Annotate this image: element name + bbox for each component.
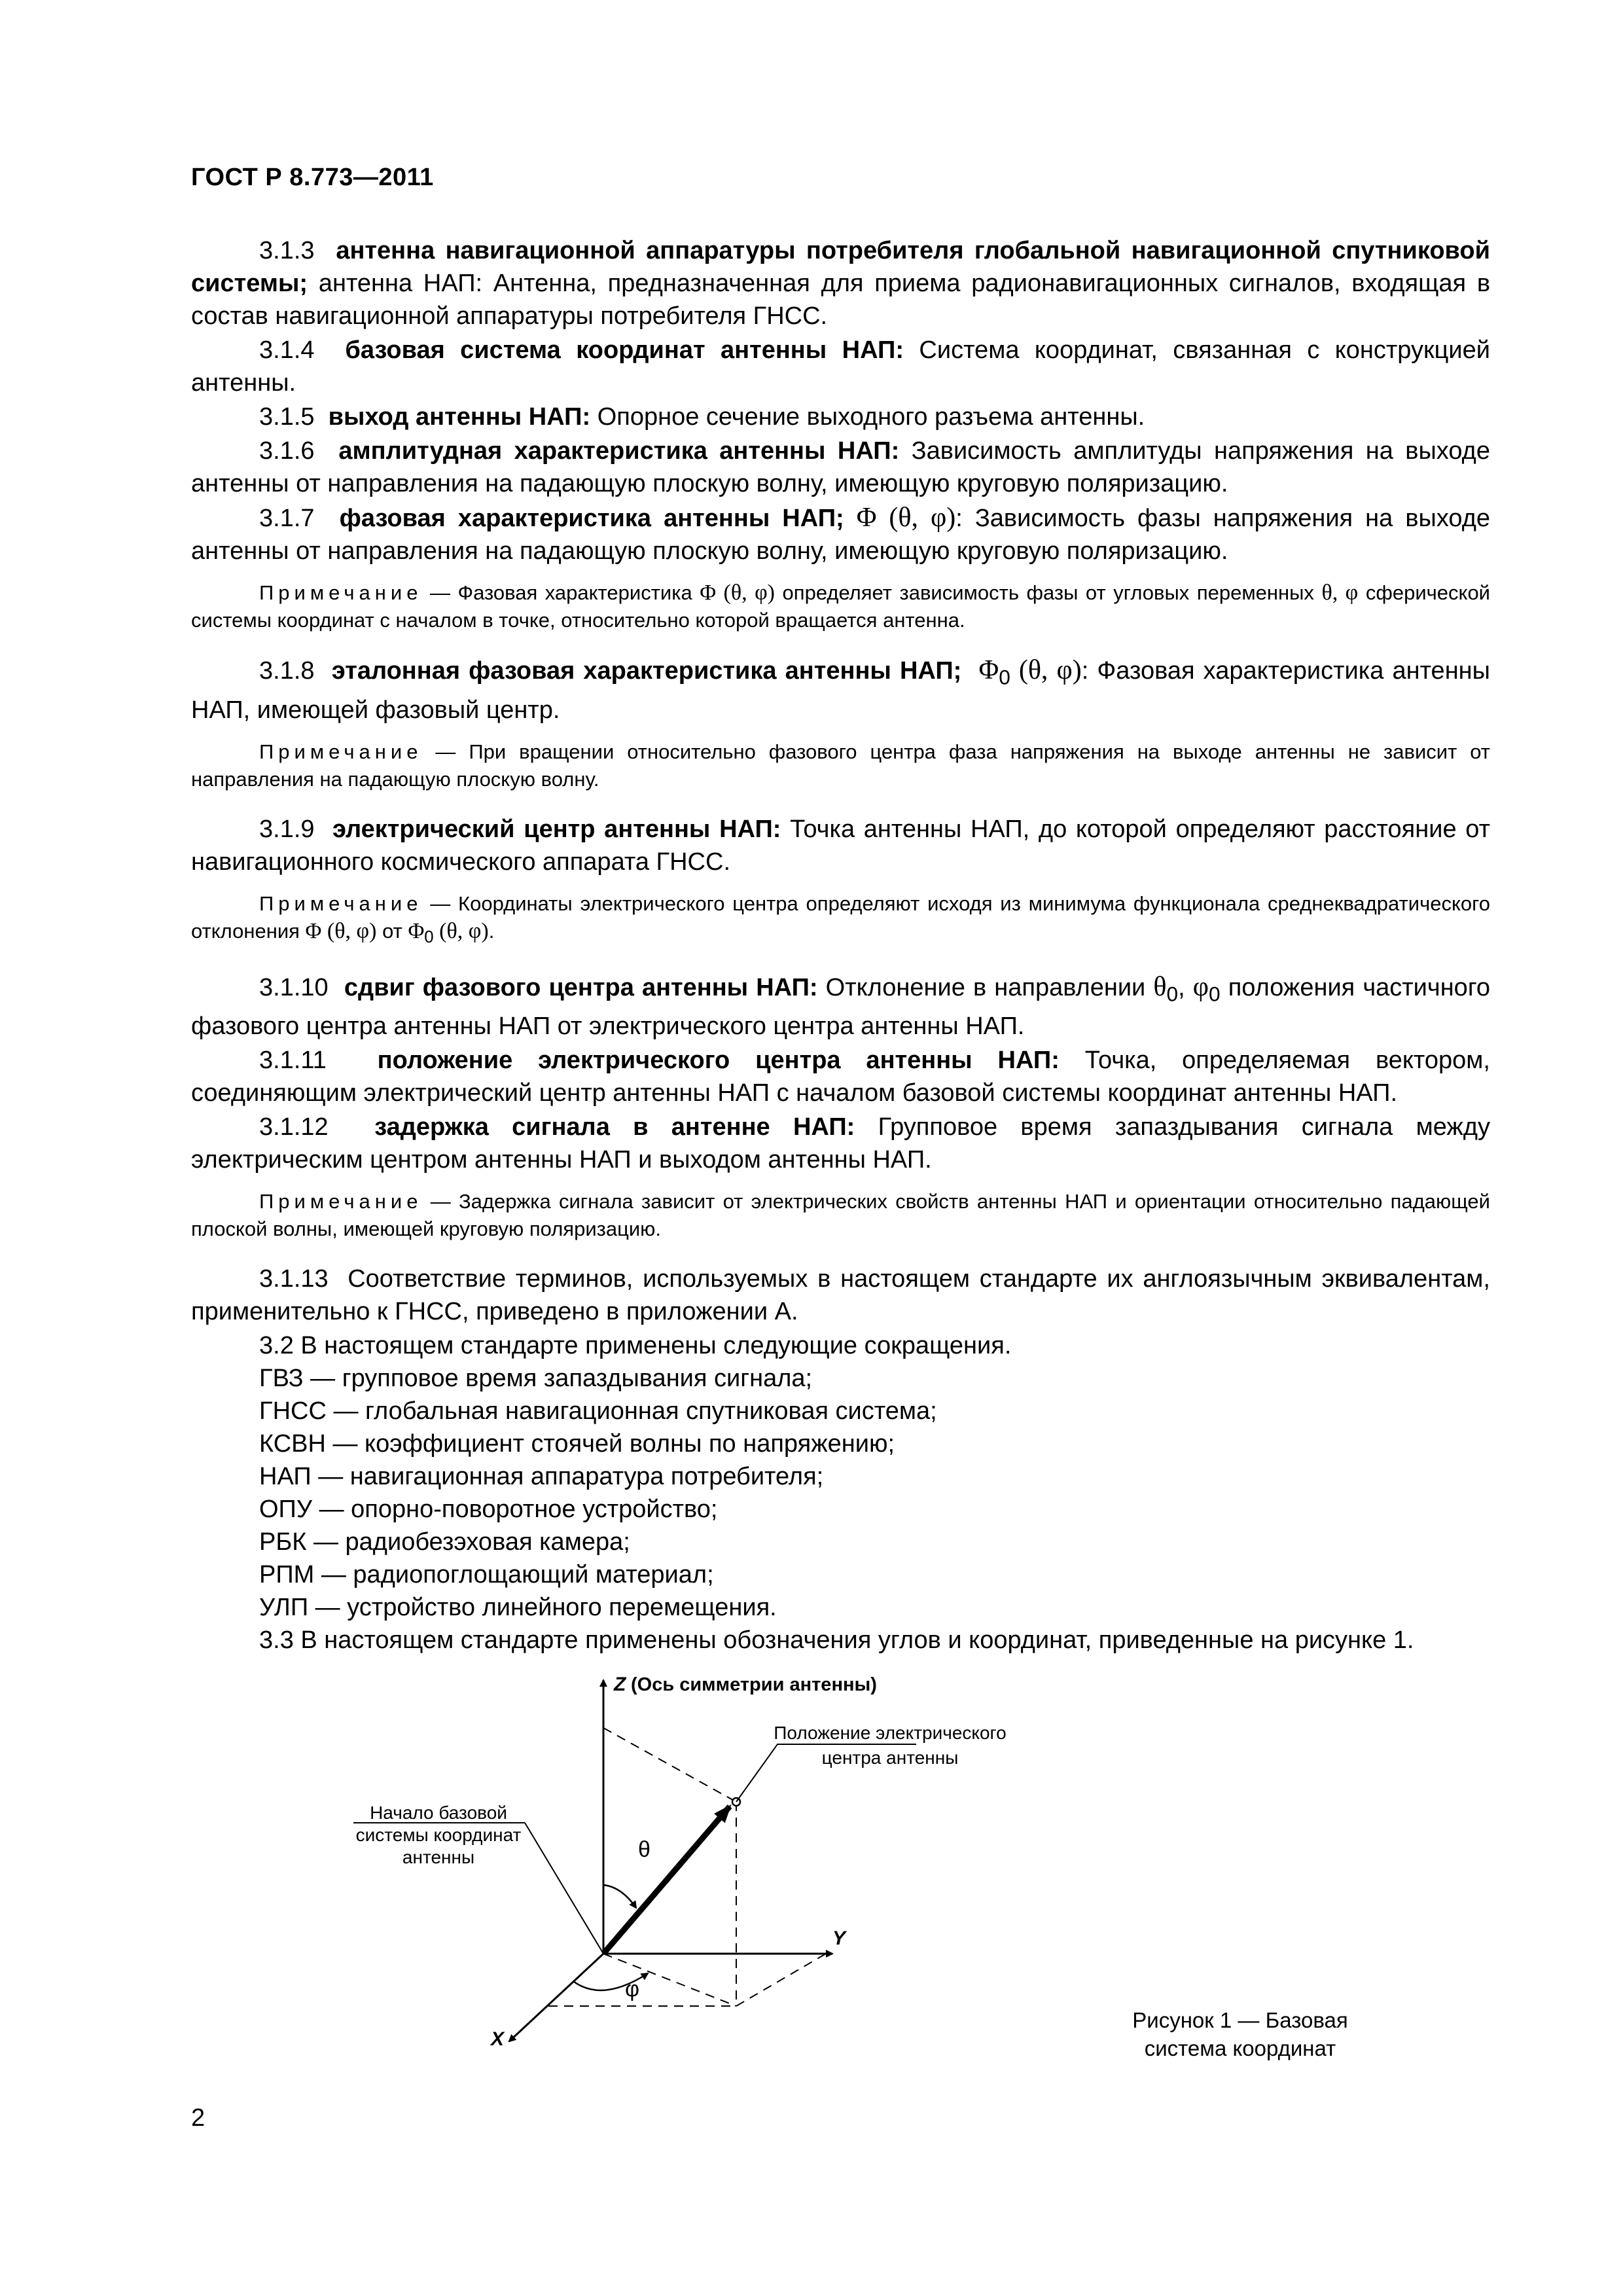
origin-label-line: системы координат	[355, 1825, 522, 1845]
term-number: 3.1.3	[259, 237, 315, 264]
term-number: 3.1.10	[259, 973, 329, 1001]
note-label: Примечание	[259, 740, 423, 763]
term-3-1-6	[191, 435, 1490, 500]
section-3-3: 3.3 В настоящем стандарте применены обозначения углов и координат, приведенные на рисунке 1.	[259, 1626, 1414, 1655]
term-symbol-subscript: 0	[1209, 982, 1221, 1006]
coordinate-system-figure	[340, 1666, 1126, 2052]
note-text: — Задержка сигнала зависит от электрических свойств антенны НАП и ориентации относительно падающей плоской волны, имеющей круговую поляризацию.	[191, 1190, 1490, 1241]
term-symbol: θ	[1153, 971, 1167, 1002]
note-text: определяет зависимость фазы от угловых переменных	[775, 581, 1322, 604]
term-3-1-11	[191, 1044, 1490, 1109]
term-definition: Система координат, связанная с конструкцией антенны.	[191, 336, 1490, 397]
abbreviation-item: НАП — навигационная аппаратура потребителя;	[259, 1463, 824, 1491]
term-definition: : Зависимость фазы напряжения на выходе антенны от направления на падающую плоскую волну, имеющую круговую поляризацию.	[191, 505, 1490, 565]
abbreviation-item: КСВН — коэффициент стоячей волны по напряжению;	[259, 1430, 895, 1458]
term-3-1-12	[191, 1111, 1490, 1176]
term-3-1-5	[191, 401, 1490, 433]
term-number: 3.1.4	[259, 336, 315, 364]
term-3-1-9	[191, 813, 1490, 878]
term-definition: Групповое время запаздывания сигнала между электрическим центром антенны НАП и выходом антенны НАП.	[191, 1113, 1491, 1174]
note-text: — При вращении относительно фазового центра фаза напряжения на выходе антенны не зависит от направления на падающую плоскую волну.	[191, 740, 1490, 791]
electrical-center-vector	[603, 1806, 730, 1954]
term-separator: ,	[1178, 973, 1193, 1001]
note-symbol: (θ, φ)	[433, 918, 489, 943]
term-symbol: Φ (θ, φ)	[856, 503, 956, 533]
term-symbol-subscript: 0	[1166, 982, 1179, 1006]
term-definition: Точка, определяемая вектором, соединяющим электрический центр антенны НАП с началом базовой системы координат антенны НАП.	[191, 1047, 1490, 1107]
term-number: 3.1.6	[259, 437, 315, 465]
term-name: электрический центр антенны НАП:	[332, 815, 781, 843]
term-number: 3.1.13	[259, 1265, 329, 1293]
term-name: антенна навигационной аппаратуры потребителя глобальной навигационной спутниковой системы;	[191, 237, 1490, 297]
term-name: фазовая характеристика антенны НАП;	[339, 505, 844, 532]
term-definition: Отклонение в направлении	[825, 973, 1154, 1001]
term-definition: Зависимость амплитуды напряжения на выходе антенны от направления на падающую плоскую волну, имеющую круговую поляризацию.	[191, 437, 1490, 497]
term-3-1-7	[191, 501, 1490, 567]
term-definition: положения частичного фазового центра антенны НАП от электрического центра антенны НАП.	[191, 973, 1490, 1041]
term-number: 3.1.7	[259, 505, 315, 532]
term-definition: : Фазовая характеристика антенны НАП, имеющей фазовый центр.	[191, 657, 1490, 724]
projection-lines	[548, 1728, 826, 2006]
note-label: Примечание	[259, 891, 423, 915]
theta-arc	[603, 1885, 636, 1908]
note-symbol: Φ (θ, φ)	[305, 918, 377, 943]
note-1	[191, 579, 1490, 634]
term-name: сдвиг фазового центра антенны НАП:	[344, 973, 818, 1001]
note-4	[191, 1188, 1490, 1243]
term-name: базовая система координат антенны НАП:	[345, 336, 904, 364]
term-name: выход антенны НАП:	[328, 403, 591, 431]
note-3	[191, 890, 1490, 951]
page-number: 2	[191, 2104, 205, 2132]
term-number: 3.1.9	[259, 815, 315, 843]
term-symbol: (θ, φ)	[1010, 655, 1082, 685]
term-symbol: Φ	[978, 655, 999, 685]
term-name: эталонная фазовая характеристика антенны НАП;	[331, 657, 962, 685]
abbreviation-item: РБК — радиобезэховая камера;	[259, 1528, 630, 1556]
abbreviation-item: УЛП — устройство линейного перемещения.	[259, 1594, 777, 1622]
term-number: 3.1.12	[259, 1113, 329, 1141]
note-symbol-subscript: 0	[424, 927, 434, 946]
note-text: от	[376, 919, 408, 942]
term-number: 3.1.11	[259, 1047, 327, 1075]
origin-leader-line	[525, 1823, 603, 1954]
term-3-1-13	[191, 1263, 1490, 1328]
term-number: 3.1.5	[259, 403, 315, 431]
note-label: Примечание	[259, 1190, 423, 1213]
origin-label-line: Начало базовой	[370, 1803, 507, 1823]
term-definition: антенна НАП: Антенна, предназначенная для приема радионавигационных сигналов, входящая в состав навигационной аппаратуры потребителя ГНСС.	[191, 270, 1491, 330]
center-label-line: центра антенны	[821, 1748, 959, 1768]
term-definition: Соответствие терминов, используемых в настоящем стандарте их англоязычным эквивалентам, применительно к ГНСС, приведено в приложении А.	[191, 1265, 1490, 1326]
note-label: Примечание	[259, 581, 423, 604]
term-number: 3.1.8	[259, 657, 315, 685]
note-text: .	[488, 919, 495, 942]
note-text: — Фазовая характеристика	[422, 581, 700, 604]
term-3-1-10	[191, 971, 1490, 1043]
abbreviation-item: ГНСС — глобальная навигационная спутниковая система;	[259, 1397, 937, 1426]
term-definition: Точка антенны НАП, до которой определяют расстояние от навигационного космического аппарата ГНСС.	[191, 815, 1490, 876]
abbreviation-item: ОПУ — опорно-поворотное устройство;	[259, 1496, 718, 1524]
note-2	[191, 738, 1490, 793]
term-3-1-8	[191, 654, 1490, 726]
term-definition: Опорное сечение выходного разъема антенны.	[597, 403, 1145, 431]
standard-header: ГОСТ Р 8.773—2011	[191, 164, 434, 191]
z-axis-caption: (Ось симметрии антенны)	[631, 1674, 877, 1695]
term-name: задержка сигнала в антенне НАП:	[374, 1113, 855, 1141]
abbreviation-item: РПМ — радиопоглощающий материал;	[259, 1561, 714, 1589]
term-3-1-3	[191, 234, 1490, 332]
abbreviation-item: ГВЗ — групповое время запаздывания сигнала;	[259, 1365, 813, 1393]
note-symbol: θ, φ	[1321, 581, 1359, 605]
origin-label-line: антенны	[402, 1847, 475, 1867]
z-axis-letter: Z	[614, 1674, 626, 1695]
document-body	[191, 234, 1490, 1658]
abbreviations-intro: 3.2 В настоящем стандарте применены следующие сокращения.	[259, 1332, 1012, 1360]
center-label-line: Положение электрического	[774, 1723, 1007, 1743]
term-3-1-4	[191, 334, 1490, 399]
figure-caption-line: Рисунок 1 — Базовая	[1132, 2008, 1348, 2032]
note-symbol: Φ	[408, 918, 425, 943]
term-symbol-subscript: 0	[999, 665, 1010, 689]
term-symbol: φ	[1192, 971, 1209, 1002]
phi-symbol: φ	[625, 1977, 640, 2001]
term-name: положение электрического центра антенны НАП:	[377, 1047, 1060, 1075]
figure-caption-line: система координат	[1144, 2036, 1336, 2060]
note-symbol: Φ (θ, φ)	[700, 581, 776, 605]
note-text: сферической системы координат с началом в точке, относительно которой вращается антенна.	[191, 581, 1490, 632]
note-text: — Координаты электрического центра определяют исходя из минимума функционала среднеквадратического отклонения	[191, 891, 1490, 942]
y-axis-letter: Y	[832, 1928, 846, 1949]
theta-symbol: θ	[638, 1837, 651, 1862]
x-axis-letter: X	[491, 2028, 505, 2050]
term-name: амплитудная характеристика антенны НАП:	[338, 437, 900, 465]
x-axis	[509, 1954, 603, 2041]
figure-caption	[1116, 2006, 1364, 2062]
